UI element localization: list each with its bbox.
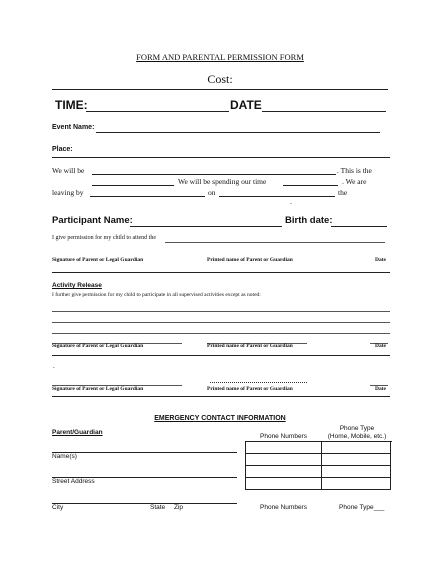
field-a[interactable] (92, 185, 174, 186)
sig-label-2: Signature of Parent or Legal Guardian (52, 343, 144, 349)
date-label: DATE (230, 98, 262, 112)
para-leaving-by: leaving by (52, 188, 84, 197)
names-label: Name(s) (52, 453, 77, 460)
phone-row (246, 454, 391, 466)
field-b[interactable] (283, 185, 338, 186)
sig-label-3: Signature of Parent or Legal Guardian (52, 386, 144, 392)
participant-label: Participant Name: (52, 215, 133, 226)
street-line[interactable] (52, 503, 237, 504)
printed-label-3: Printed name of Parent or Guardian (207, 386, 293, 392)
parent-line[interactable] (52, 452, 237, 453)
notes-line-3[interactable] (52, 333, 390, 334)
notes-line-2[interactable] (52, 322, 390, 323)
phone-table[interactable] (245, 441, 391, 490)
zip-label: Zip (174, 504, 184, 511)
printed-label-1: Printed name of Parent or Guardian (207, 257, 293, 263)
dot-mark: . (53, 362, 55, 370)
cost-label: Cost: (207, 72, 233, 86)
destination-field[interactable] (92, 174, 336, 175)
event-name-label: Event Name: (52, 124, 95, 131)
activity-release-text: I further give permission for my child to participate in all supervised activities except as noted: (52, 292, 261, 298)
city-label: City (52, 504, 64, 511)
date-field[interactable] (262, 111, 386, 112)
time-field[interactable] (86, 111, 229, 112)
birth-date-label: Birth date: (285, 215, 333, 226)
date-small-1: Date (375, 257, 386, 263)
attend-field[interactable] (165, 242, 385, 243)
para-on: on (208, 188, 216, 197)
phone-number-cell[interactable] (246, 466, 322, 478)
sig-label-1: Signature of Parent or Legal Guardian (52, 257, 144, 263)
date-small-2: Date (375, 343, 386, 349)
phone-number-cell[interactable] (246, 442, 322, 454)
event-name-field[interactable] (96, 132, 380, 133)
phone-numbers-footer: Phone Numbers (260, 504, 307, 511)
emergency-title: EMERGENCY CONTACT INFORMATION (154, 415, 286, 422)
date-small-3: Date (375, 386, 386, 392)
sig-divider-2 (52, 355, 390, 356)
phone-row (246, 442, 391, 454)
birth-date-field[interactable] (331, 226, 387, 227)
phone-type-hint: (Home, Mobile, etc.) (327, 433, 387, 440)
state-label: State (150, 504, 166, 511)
para-this-is-the: . This is the (337, 166, 372, 175)
permission-attend-text: I give permission for my child to attend the (52, 235, 156, 241)
participant-field[interactable] (130, 226, 282, 227)
phone-numbers-label: Phone Numbers (260, 433, 307, 440)
sig-divider-1 (52, 272, 390, 273)
notes-line-1[interactable] (52, 311, 390, 312)
phone-type-cell[interactable] (322, 454, 391, 466)
street-address-label: Street Address (52, 478, 95, 485)
phone-type-cell[interactable] (322, 466, 391, 478)
cost-divider (52, 89, 388, 90)
place-divider (52, 157, 390, 158)
para-spending-time: We will be spending our time (178, 177, 267, 186)
time-label: TIME: (55, 98, 88, 112)
phone-type-footer: Phone Type___ (339, 504, 385, 511)
sig-divider-3 (52, 396, 390, 397)
printed-label-2: Printed name of Parent or Guardian (207, 343, 293, 349)
phone-type-cell[interactable] (322, 478, 391, 490)
parent-guardian-label: Parent/Guardian (52, 429, 103, 436)
leaving-by-field[interactable] (90, 196, 205, 197)
para-period: . (290, 197, 292, 206)
place-label: Place: (52, 146, 73, 153)
para-the: the (338, 188, 348, 197)
phone-number-cell[interactable] (246, 454, 322, 466)
para-we-will-be: We will be (52, 166, 85, 175)
activity-release-label: Activity Release (52, 282, 102, 289)
sig-line-3b[interactable] (210, 382, 307, 383)
phone-row (246, 478, 391, 490)
para-we-are: . We are (342, 177, 367, 186)
phone-row (246, 466, 391, 478)
form-title: FORM AND PARENTAL PERMISSION FORM (136, 52, 304, 62)
phone-type-cell[interactable] (322, 442, 391, 454)
phone-type-label: Phone Type (339, 425, 375, 432)
phone-number-cell[interactable] (246, 478, 322, 490)
